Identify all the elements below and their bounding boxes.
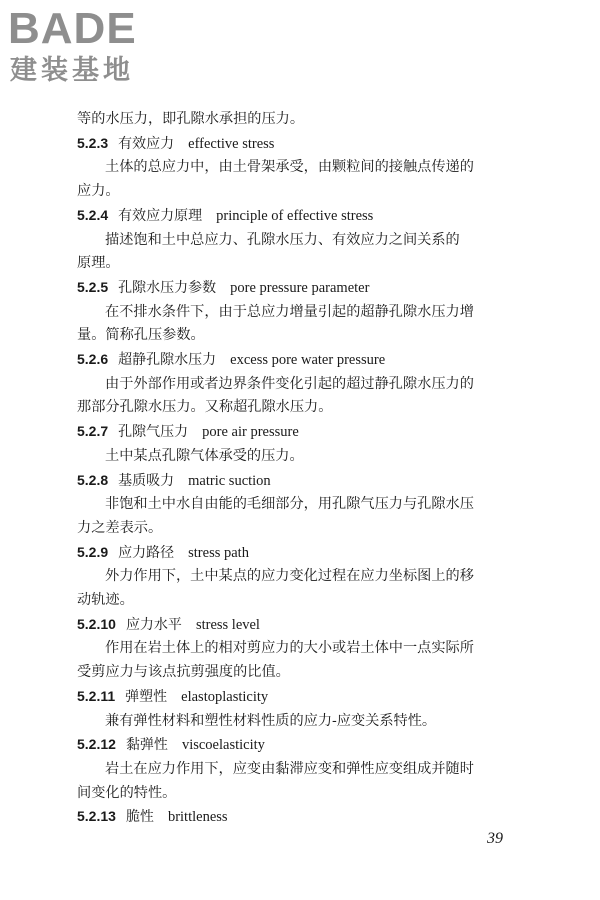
term-english: pore air pressure <box>202 424 299 441</box>
term-english: stress path <box>188 544 249 561</box>
definition-continuation-line: 那部分孔隙水压力。又称超孔隙水压力。 <box>77 399 333 416</box>
term-chinese: 孔隙水压力参数 <box>118 279 217 296</box>
term-chinese: 应力路径 <box>118 544 175 561</box>
term-heading <box>77 613 527 638</box>
term-heading <box>77 541 527 566</box>
term-chinese: 脆性 <box>125 809 154 826</box>
term-chinese: 有效应力 <box>118 135 175 152</box>
term-english: viscoelasticity <box>181 737 265 754</box>
term-chinese: 超静孔隙水压力 <box>118 352 217 369</box>
term-english: principle of effective stress <box>216 207 374 224</box>
clause-number: 5.2.11 <box>77 687 116 704</box>
term-english: matric suction <box>188 472 271 489</box>
definition-text-line: 兼有弹性材料和塑性材料性质的应力-应变关系特性。 <box>105 712 437 729</box>
definition-continuation-line: 应力。 <box>77 183 120 200</box>
term-heading <box>77 685 527 710</box>
definition-text-line: 岩土在应力作用下，应变由黏滞应变和弹性应变组成并随时 <box>105 760 474 777</box>
clause-number: 5.2.6 <box>77 351 109 368</box>
term-chinese: 弹塑性 <box>125 688 168 705</box>
definition-continuation-line: 动轨迹。 <box>77 592 134 609</box>
term-heading <box>77 805 527 830</box>
definition-continuation-line: 力之差表示。 <box>77 519 163 536</box>
definition-text-line: 在不排水条件下，由于总应力增量引起的超静孔隙水压力增 <box>105 303 474 320</box>
clause-number: 5.2.5 <box>77 278 109 295</box>
term-chinese: 孔隙气压力 <box>118 424 189 441</box>
term-english: excess pore water pressure <box>230 352 386 369</box>
definition-text-line: 作用在岩土体上的相对剪应力的大小或岩土体中一点实际所 <box>105 640 474 657</box>
definition-continuation-line: 受剪应力与该点抗剪强度的比值。 <box>77 664 290 681</box>
clause-number: 5.2.13 <box>77 808 116 825</box>
term-english: effective stress <box>188 135 275 152</box>
definition-text-line: 由于外部作用或者边界条件变化引起的超过静孔隙水压力的 <box>105 375 474 392</box>
logo-wordmark: BADE <box>8 4 137 53</box>
clause-number: 5.2.8 <box>77 471 109 488</box>
logo-chinese-name: 建装基地 <box>10 55 134 86</box>
definition-text-line: 土体的总应力中，由土骨架承受，由颗粒间的接触点传递的 <box>105 159 474 176</box>
definition-text-line: 非饱和土中水自由能的毛细部分，用孔隙气压力与孔隙水压 <box>105 496 474 513</box>
term-heading <box>77 420 527 445</box>
definition-continuation-line: 等的水压力，即孔隙水承担的压力。 <box>77 111 305 127</box>
term-english: brittleness <box>167 809 228 826</box>
term-chinese: 有效应力原理 <box>118 207 203 224</box>
term-heading <box>77 733 527 758</box>
page-number: 39 <box>487 830 503 847</box>
clause-number: 5.2.9 <box>77 543 109 560</box>
clause-number: 5.2.10 <box>77 615 116 632</box>
term-english: elastoplasticity <box>181 688 269 705</box>
document-body <box>77 108 527 830</box>
term-english: stress level <box>195 616 260 633</box>
term-chinese: 黏弹性 <box>125 737 168 754</box>
term-chinese: 应力水平 <box>125 616 182 633</box>
term-heading <box>77 348 527 373</box>
definition-text-line: 描述饱和土中总应力、孔隙水压力、有效应力之间关系的 <box>105 231 460 248</box>
term-heading <box>77 276 527 301</box>
term-heading <box>77 204 527 229</box>
definition-continuation-line: 间变化的特性。 <box>77 784 177 801</box>
term-heading <box>77 469 527 494</box>
brand-logo <box>8 4 178 90</box>
definition-text-line: 外力作用下，土中某点的应力变化过程在应力坐标图上的移 <box>105 568 474 585</box>
clause-number: 5.2.7 <box>77 423 109 440</box>
term-english: pore pressure parameter <box>230 279 370 296</box>
term-chinese: 基质吸力 <box>118 472 175 489</box>
clause-number: 5.2.4 <box>77 206 109 223</box>
term-heading <box>77 132 527 157</box>
definition-continuation-line: 原理。 <box>77 255 120 272</box>
definition-text-line: 土中某点孔隙气体承受的压力。 <box>105 447 304 464</box>
clause-number: 5.2.3 <box>77 134 109 151</box>
definition-continuation-line: 量。简称孔压参数。 <box>77 327 205 344</box>
clause-number: 5.2.12 <box>77 736 116 753</box>
